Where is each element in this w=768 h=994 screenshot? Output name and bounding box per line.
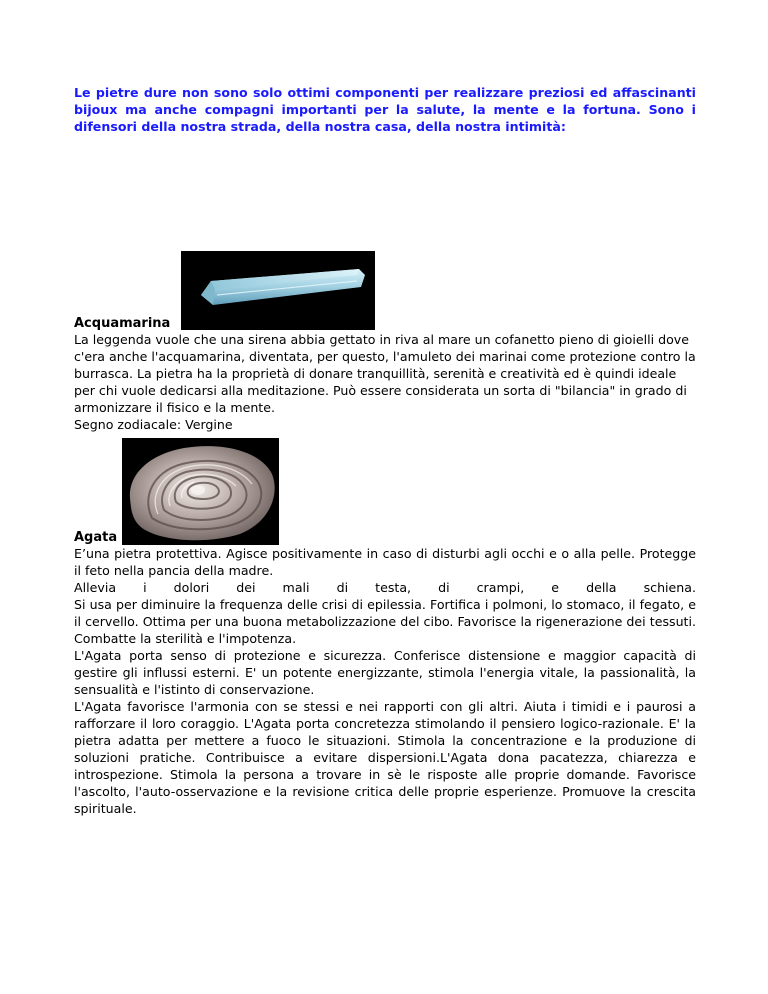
aquamarine-crystal-icon [181, 251, 375, 330]
stone-description-agata [74, 545, 696, 817]
stone-paragraph: L'Agata favorisce l'armonia con se stessi e nei rapporti con gli altri. Aiuta i timidi e i paurosi a rafforzare il loro coraggio. L'Agata porta concretezza stimolando il pensiero logico-razionale. E' la pietra adatta per mettere a fuoco le situazioni. Stimola la concentrazione e la produzione di soluzioni pratiche. Contribuisce a evitare dispersioni.L'Agata dona pacatezza, chiarezza e introspezione. Stimola la persona a trovare in sè le risposte alle proprie domande. Favorisce l'ascolto, l'auto-osservazione e la revisione critica delle proprie esperienze. Promuove la crescita spirituale. [74, 699, 696, 816]
stone-paragraph: E’una pietra protettiva. Agisce positivamente in caso di disturbi agli occhi e o alla pelle. Protegge il feto nella pancia della madre. [74, 546, 696, 578]
stone-paragraph: L'Agata porta senso di protezione e sicurezza. Conferisce distensione e maggior capacità di gestire gli influssi esterni. E' un potente energizzante, stimola l'energia vitale, la passionalità, la sensualità e l'istinto di conservazione. [74, 648, 696, 697]
stone-paragraph: Si usa per diminuire la frequenza delle crisi di epilessia. Fortifica i polmoni, lo stomaco, il fegato, e il cervello. Ottima per una buona metabolizzazione del cibo. Favorisce la rigenerazione dei tessuti. Combatte la sterilità e l'impotenza. [74, 597, 696, 646]
intro-paragraph: Le pietre dure non sono solo ottimi componenti per realizzare preziosi ed affascinanti bijoux ma anche compagni importanti per la salute, la mente e la fortuna. Sono i difensori della nostra strada, della nostra casa, della nostra intimità: [74, 85, 696, 134]
stone-paragraph: La leggenda vuole che una sirena abbia gettato in riva al mare un cofanetto pieno di gioielli dove c'era anche l'acquamarina, diventata, per questo, l'amuleto dei marinai come protezione contro la burrasca. La pietra ha la proprietà di donare tranquillità, serenità e creatività ed è quindi ideale per chi vuole dedicarsi alla meditazione. Può essere considerata un sorta di "bilancia" in grado di armonizzare il fisico e la mente. [74, 332, 696, 415]
stone-description-acquamarina [74, 331, 696, 433]
zodiac-sign: Segno zodiacale: Vergine [74, 417, 233, 432]
stone-heading-acquamarina: Acquamarina [74, 316, 171, 331]
stone-heading-agata: Agata [74, 530, 118, 545]
agate-stone-icon [122, 438, 279, 545]
stone-paragraph: Allevia i dolori dei mali di testa, di crampi, e della schiena. [74, 580, 696, 595]
